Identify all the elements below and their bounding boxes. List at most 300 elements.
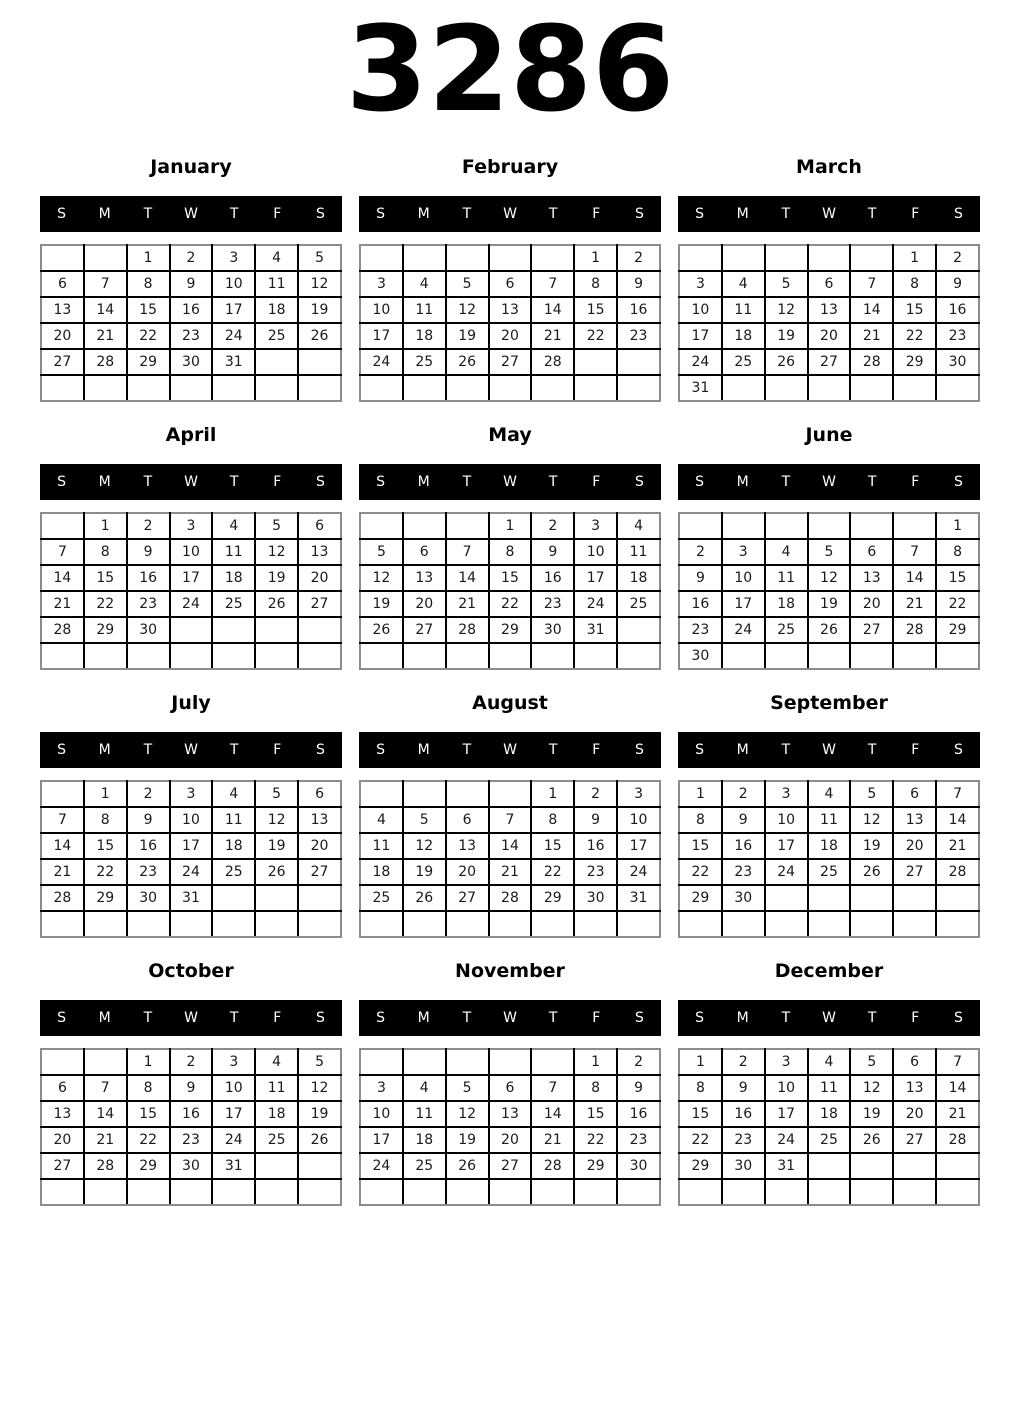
day-cell bbox=[765, 911, 808, 937]
week-row bbox=[360, 297, 660, 323]
day-cell bbox=[850, 1153, 893, 1179]
day-cell bbox=[531, 643, 574, 669]
day-cell: 16 bbox=[531, 565, 574, 591]
day-cell bbox=[127, 911, 170, 937]
month-day-grid bbox=[40, 1048, 342, 1206]
weekday-label-tuesday: T bbox=[781, 1009, 791, 1026]
day-cell bbox=[255, 885, 298, 911]
weekday-label-wednesday: W bbox=[503, 205, 517, 222]
day-cell: 17 bbox=[170, 565, 213, 591]
week-row bbox=[41, 349, 341, 375]
day-cell: 7 bbox=[489, 807, 532, 833]
week-row bbox=[679, 565, 979, 591]
weekday-label-wednesday: W bbox=[184, 205, 198, 222]
day-cell: 5 bbox=[255, 513, 298, 539]
day-cell bbox=[765, 375, 808, 401]
day-cell: 8 bbox=[936, 539, 979, 565]
day-cell: 20 bbox=[893, 833, 936, 859]
week-row bbox=[360, 833, 660, 859]
day-cell: 16 bbox=[617, 297, 660, 323]
day-cell bbox=[41, 513, 84, 539]
day-cell: 10 bbox=[722, 565, 765, 591]
day-cell bbox=[127, 1179, 170, 1205]
day-cell: 21 bbox=[850, 323, 893, 349]
day-cell: 7 bbox=[893, 539, 936, 565]
day-cell: 30 bbox=[722, 1153, 765, 1179]
day-cell bbox=[850, 375, 893, 401]
day-cell bbox=[212, 885, 255, 911]
day-cell: 4 bbox=[403, 1075, 446, 1101]
day-cell: 17 bbox=[617, 833, 660, 859]
day-cell: 8 bbox=[679, 1075, 722, 1101]
day-cell: 6 bbox=[808, 271, 851, 297]
day-cell: 4 bbox=[765, 539, 808, 565]
day-cell: 4 bbox=[403, 271, 446, 297]
day-cell: 22 bbox=[679, 859, 722, 885]
day-cell bbox=[936, 1179, 979, 1205]
week-row bbox=[41, 1127, 341, 1153]
day-cell: 16 bbox=[936, 297, 979, 323]
weekday-label-thursday: T bbox=[867, 1009, 877, 1026]
day-cell: 9 bbox=[617, 271, 660, 297]
week-row bbox=[679, 1127, 979, 1153]
day-cell: 3 bbox=[360, 1075, 403, 1101]
day-cell bbox=[127, 643, 170, 669]
day-cell bbox=[489, 245, 532, 271]
day-cell: 28 bbox=[84, 349, 127, 375]
day-cell bbox=[298, 617, 341, 643]
day-cell bbox=[403, 1049, 446, 1075]
weekday-label-monday: M bbox=[736, 473, 749, 490]
day-cell: 20 bbox=[489, 323, 532, 349]
day-cell: 27 bbox=[893, 859, 936, 885]
weekday-label-saturday: S bbox=[634, 741, 644, 758]
day-cell: 20 bbox=[41, 1127, 84, 1153]
day-cell: 5 bbox=[850, 1049, 893, 1075]
weekday-label-saturday: S bbox=[634, 473, 644, 490]
day-cell: 2 bbox=[127, 513, 170, 539]
week-row bbox=[41, 1049, 341, 1075]
day-cell: 19 bbox=[298, 297, 341, 323]
day-cell: 9 bbox=[170, 1075, 213, 1101]
weekday-header-bar bbox=[359, 464, 661, 500]
week-row bbox=[41, 1153, 341, 1179]
day-cell: 6 bbox=[298, 513, 341, 539]
day-cell: 4 bbox=[212, 513, 255, 539]
week-row bbox=[41, 859, 341, 885]
day-cell: 24 bbox=[212, 1127, 255, 1153]
day-cell: 26 bbox=[255, 859, 298, 885]
week-row bbox=[360, 513, 660, 539]
day-cell: 18 bbox=[360, 859, 403, 885]
day-cell: 21 bbox=[936, 1101, 979, 1127]
day-cell: 15 bbox=[893, 297, 936, 323]
month-july bbox=[40, 692, 342, 938]
weekday-label-tuesday: T bbox=[781, 473, 791, 490]
day-cell bbox=[298, 885, 341, 911]
day-cell: 29 bbox=[489, 617, 532, 643]
day-cell bbox=[360, 781, 403, 807]
month-day-grid bbox=[678, 1048, 980, 1206]
day-cell: 1 bbox=[84, 513, 127, 539]
weekday-label-saturday: S bbox=[315, 205, 325, 222]
day-cell: 11 bbox=[212, 807, 255, 833]
day-cell: 19 bbox=[298, 1101, 341, 1127]
week-row bbox=[41, 1075, 341, 1101]
day-cell: 21 bbox=[84, 323, 127, 349]
day-cell: 8 bbox=[489, 539, 532, 565]
day-cell: 11 bbox=[808, 807, 851, 833]
day-cell: 17 bbox=[574, 565, 617, 591]
day-cell: 8 bbox=[127, 1075, 170, 1101]
weekday-label-friday: F bbox=[273, 741, 282, 758]
week-row bbox=[41, 271, 341, 297]
month-day-grid bbox=[678, 244, 980, 402]
weekday-label-monday: M bbox=[98, 1009, 111, 1026]
month-day-grid bbox=[359, 1048, 661, 1206]
day-cell: 22 bbox=[489, 591, 532, 617]
weekday-label-sunday: S bbox=[57, 741, 67, 758]
day-cell: 24 bbox=[170, 591, 213, 617]
day-cell: 26 bbox=[360, 617, 403, 643]
weekday-label-wednesday: W bbox=[184, 1009, 198, 1026]
day-cell bbox=[531, 375, 574, 401]
day-cell: 8 bbox=[84, 807, 127, 833]
day-cell: 11 bbox=[403, 297, 446, 323]
day-cell: 16 bbox=[170, 297, 213, 323]
day-cell bbox=[893, 1179, 936, 1205]
day-cell: 5 bbox=[446, 1075, 489, 1101]
weekday-label-wednesday: W bbox=[503, 473, 517, 490]
day-cell: 22 bbox=[531, 859, 574, 885]
week-row bbox=[360, 565, 660, 591]
day-cell: 17 bbox=[170, 833, 213, 859]
day-cell: 4 bbox=[255, 245, 298, 271]
day-cell bbox=[403, 643, 446, 669]
day-cell: 10 bbox=[617, 807, 660, 833]
day-cell bbox=[298, 911, 341, 937]
month-title: April bbox=[165, 423, 217, 446]
day-cell: 13 bbox=[489, 297, 532, 323]
week-row bbox=[360, 643, 660, 669]
weekday-header-bar bbox=[359, 196, 661, 232]
day-cell: 12 bbox=[255, 539, 298, 565]
day-cell bbox=[255, 1179, 298, 1205]
day-cell: 17 bbox=[722, 591, 765, 617]
day-cell bbox=[574, 1179, 617, 1205]
weekday-label-sunday: S bbox=[695, 473, 705, 490]
day-cell: 14 bbox=[84, 297, 127, 323]
day-cell bbox=[850, 885, 893, 911]
day-cell bbox=[574, 349, 617, 375]
day-cell: 29 bbox=[574, 1153, 617, 1179]
weekday-label-tuesday: T bbox=[143, 1009, 153, 1026]
day-cell: 29 bbox=[84, 885, 127, 911]
day-cell: 28 bbox=[41, 885, 84, 911]
week-row bbox=[679, 591, 979, 617]
day-cell bbox=[360, 245, 403, 271]
day-cell: 28 bbox=[531, 1153, 574, 1179]
day-cell: 11 bbox=[255, 271, 298, 297]
day-cell: 20 bbox=[489, 1127, 532, 1153]
day-cell: 4 bbox=[808, 1049, 851, 1075]
week-row bbox=[41, 323, 341, 349]
day-cell: 8 bbox=[574, 1075, 617, 1101]
day-cell: 7 bbox=[41, 807, 84, 833]
day-cell: 27 bbox=[850, 617, 893, 643]
day-cell: 8 bbox=[531, 807, 574, 833]
day-cell: 15 bbox=[127, 1101, 170, 1127]
week-row bbox=[679, 859, 979, 885]
day-cell bbox=[41, 375, 84, 401]
day-cell bbox=[574, 911, 617, 937]
day-cell bbox=[850, 245, 893, 271]
day-cell: 18 bbox=[255, 297, 298, 323]
weekday-label-friday: F bbox=[592, 205, 601, 222]
day-cell bbox=[617, 349, 660, 375]
month-day-grid bbox=[359, 512, 661, 670]
weekday-label-sunday: S bbox=[695, 205, 705, 222]
day-cell: 21 bbox=[531, 323, 574, 349]
day-cell: 31 bbox=[765, 1153, 808, 1179]
day-cell: 11 bbox=[722, 297, 765, 323]
day-cell bbox=[446, 643, 489, 669]
week-row bbox=[360, 1153, 660, 1179]
day-cell: 28 bbox=[446, 617, 489, 643]
day-cell: 30 bbox=[127, 885, 170, 911]
weekday-header-bar bbox=[40, 464, 342, 500]
day-cell bbox=[489, 1049, 532, 1075]
day-cell: 6 bbox=[403, 539, 446, 565]
day-cell: 24 bbox=[212, 323, 255, 349]
weekday-label-wednesday: W bbox=[822, 205, 836, 222]
day-cell bbox=[446, 375, 489, 401]
day-cell: 9 bbox=[617, 1075, 660, 1101]
week-row bbox=[679, 513, 979, 539]
week-row bbox=[41, 565, 341, 591]
day-cell: 28 bbox=[489, 885, 532, 911]
day-cell: 2 bbox=[127, 781, 170, 807]
day-cell: 29 bbox=[893, 349, 936, 375]
day-cell: 4 bbox=[212, 781, 255, 807]
day-cell: 17 bbox=[360, 323, 403, 349]
week-row bbox=[41, 297, 341, 323]
weekday-label-sunday: S bbox=[57, 473, 67, 490]
day-cell: 23 bbox=[127, 591, 170, 617]
weekday-header-bar bbox=[40, 196, 342, 232]
day-cell: 1 bbox=[574, 1049, 617, 1075]
day-cell bbox=[850, 513, 893, 539]
week-row bbox=[679, 617, 979, 643]
day-cell: 7 bbox=[84, 1075, 127, 1101]
weekday-label-friday: F bbox=[273, 205, 282, 222]
day-cell: 12 bbox=[765, 297, 808, 323]
day-cell: 13 bbox=[298, 539, 341, 565]
week-row bbox=[679, 245, 979, 271]
weekday-label-wednesday: W bbox=[822, 1009, 836, 1026]
day-cell: 10 bbox=[212, 271, 255, 297]
day-cell bbox=[170, 911, 213, 937]
day-cell: 30 bbox=[170, 1153, 213, 1179]
weekday-label-saturday: S bbox=[634, 1009, 644, 1026]
day-cell bbox=[574, 643, 617, 669]
day-cell: 25 bbox=[212, 859, 255, 885]
day-cell: 20 bbox=[41, 323, 84, 349]
day-cell: 4 bbox=[808, 781, 851, 807]
day-cell: 19 bbox=[850, 833, 893, 859]
weekday-label-tuesday: T bbox=[462, 1009, 472, 1026]
day-cell: 11 bbox=[360, 833, 403, 859]
day-cell: 1 bbox=[127, 245, 170, 271]
weekday-label-saturday: S bbox=[953, 205, 963, 222]
day-cell bbox=[41, 781, 84, 807]
week-row bbox=[679, 297, 979, 323]
day-cell bbox=[360, 513, 403, 539]
month-title: August bbox=[472, 691, 548, 714]
weekday-label-friday: F bbox=[911, 473, 920, 490]
weekday-header-bar bbox=[678, 1000, 980, 1036]
day-cell: 9 bbox=[679, 565, 722, 591]
day-cell: 2 bbox=[617, 1049, 660, 1075]
day-cell: 19 bbox=[255, 565, 298, 591]
day-cell bbox=[170, 375, 213, 401]
month-september bbox=[678, 692, 980, 938]
weekday-label-thursday: T bbox=[229, 205, 239, 222]
day-cell: 21 bbox=[936, 833, 979, 859]
day-cell: 8 bbox=[679, 807, 722, 833]
week-row bbox=[679, 539, 979, 565]
day-cell: 27 bbox=[446, 885, 489, 911]
day-cell bbox=[808, 245, 851, 271]
day-cell: 16 bbox=[722, 1101, 765, 1127]
day-cell: 7 bbox=[936, 781, 979, 807]
day-cell bbox=[84, 1179, 127, 1205]
day-cell: 2 bbox=[574, 781, 617, 807]
weekday-label-thursday: T bbox=[867, 741, 877, 758]
day-cell bbox=[765, 513, 808, 539]
week-row bbox=[360, 271, 660, 297]
month-october bbox=[40, 960, 342, 1206]
day-cell: 21 bbox=[84, 1127, 127, 1153]
weekday-header-bar bbox=[359, 1000, 661, 1036]
day-cell: 31 bbox=[679, 375, 722, 401]
day-cell: 8 bbox=[893, 271, 936, 297]
month-day-grid bbox=[40, 780, 342, 938]
day-cell bbox=[403, 245, 446, 271]
month-november bbox=[359, 960, 661, 1206]
weekday-label-monday: M bbox=[736, 205, 749, 222]
day-cell bbox=[808, 1179, 851, 1205]
day-cell bbox=[298, 1179, 341, 1205]
week-row bbox=[360, 375, 660, 401]
day-cell bbox=[893, 885, 936, 911]
weekday-label-tuesday: T bbox=[143, 205, 153, 222]
day-cell: 23 bbox=[617, 323, 660, 349]
day-cell: 16 bbox=[127, 565, 170, 591]
weekday-label-sunday: S bbox=[695, 741, 705, 758]
day-cell: 27 bbox=[489, 1153, 532, 1179]
month-title: March bbox=[796, 155, 862, 178]
weekday-label-friday: F bbox=[592, 1009, 601, 1026]
day-cell: 1 bbox=[489, 513, 532, 539]
day-cell bbox=[403, 513, 446, 539]
day-cell: 3 bbox=[170, 781, 213, 807]
week-row bbox=[41, 885, 341, 911]
day-cell: 19 bbox=[403, 859, 446, 885]
week-row bbox=[360, 1127, 660, 1153]
day-cell: 26 bbox=[808, 617, 851, 643]
weekday-label-tuesday: T bbox=[781, 205, 791, 222]
day-cell: 30 bbox=[936, 349, 979, 375]
day-cell: 22 bbox=[574, 1127, 617, 1153]
day-cell: 14 bbox=[936, 1075, 979, 1101]
weekday-label-wednesday: W bbox=[822, 741, 836, 758]
weekday-label-thursday: T bbox=[229, 1009, 239, 1026]
day-cell: 27 bbox=[41, 349, 84, 375]
day-cell bbox=[936, 911, 979, 937]
day-cell: 30 bbox=[531, 617, 574, 643]
day-cell: 24 bbox=[360, 1153, 403, 1179]
weekday-label-saturday: S bbox=[634, 205, 644, 222]
day-cell bbox=[298, 375, 341, 401]
week-row bbox=[41, 911, 341, 937]
week-row bbox=[41, 833, 341, 859]
day-cell: 23 bbox=[617, 1127, 660, 1153]
month-january bbox=[40, 156, 342, 402]
day-cell bbox=[41, 1179, 84, 1205]
day-cell: 3 bbox=[722, 539, 765, 565]
day-cell: 2 bbox=[170, 245, 213, 271]
day-cell: 11 bbox=[765, 565, 808, 591]
day-cell bbox=[722, 1179, 765, 1205]
day-cell: 2 bbox=[722, 781, 765, 807]
month-may bbox=[359, 424, 661, 670]
day-cell: 25 bbox=[212, 591, 255, 617]
day-cell bbox=[170, 643, 213, 669]
day-cell: 16 bbox=[574, 833, 617, 859]
day-cell: 19 bbox=[850, 1101, 893, 1127]
week-row bbox=[679, 349, 979, 375]
day-cell bbox=[808, 513, 851, 539]
day-cell: 13 bbox=[808, 297, 851, 323]
weekday-header-bar bbox=[678, 196, 980, 232]
weekday-label-saturday: S bbox=[953, 1009, 963, 1026]
day-cell bbox=[255, 1153, 298, 1179]
day-cell bbox=[936, 1153, 979, 1179]
day-cell: 20 bbox=[298, 565, 341, 591]
weekday-label-thursday: T bbox=[548, 205, 558, 222]
day-cell: 17 bbox=[212, 297, 255, 323]
day-cell: 19 bbox=[255, 833, 298, 859]
day-cell: 30 bbox=[617, 1153, 660, 1179]
day-cell: 29 bbox=[531, 885, 574, 911]
week-row bbox=[41, 807, 341, 833]
day-cell: 28 bbox=[936, 859, 979, 885]
day-cell bbox=[41, 643, 84, 669]
day-cell: 6 bbox=[446, 807, 489, 833]
day-cell: 6 bbox=[893, 781, 936, 807]
day-cell bbox=[360, 911, 403, 937]
day-cell: 26 bbox=[403, 885, 446, 911]
day-cell: 1 bbox=[574, 245, 617, 271]
day-cell bbox=[936, 643, 979, 669]
day-cell bbox=[403, 1179, 446, 1205]
day-cell: 8 bbox=[574, 271, 617, 297]
day-cell: 15 bbox=[936, 565, 979, 591]
day-cell: 31 bbox=[574, 617, 617, 643]
week-row bbox=[41, 1179, 341, 1205]
week-row bbox=[360, 349, 660, 375]
